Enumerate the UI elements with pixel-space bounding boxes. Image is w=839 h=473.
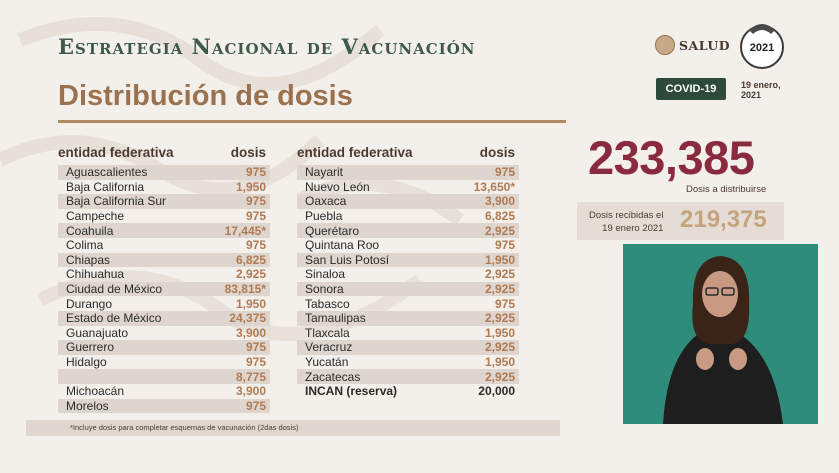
- doses-value: 8,775: [235, 369, 266, 384]
- doses-value: 17,445*: [224, 223, 266, 238]
- table-rows: [297, 165, 519, 399]
- doses-value: 83,815*: [224, 282, 266, 297]
- doses-value: 975: [245, 238, 266, 253]
- doses-value: 1,950: [235, 296, 266, 311]
- doses-value: 3,900: [235, 384, 266, 399]
- entity-name: Baja California: [66, 179, 145, 194]
- total-doses-label: Dosis a distribuirse: [686, 184, 767, 195]
- doses-value: 975: [245, 209, 266, 224]
- entity-name: Sonora: [305, 282, 344, 297]
- footnote: *Incluye dosis para completar esquemas de vacunación (2das dosis): [26, 420, 560, 436]
- table-rows: [58, 165, 270, 413]
- year-logo-text: 2021: [749, 42, 775, 54]
- received-label-line-2: 19 enero 2021: [602, 223, 664, 234]
- interpreter-figure: [623, 244, 818, 424]
- doses-value: 1,950: [235, 179, 266, 194]
- doses-value: 6,825: [235, 252, 266, 267]
- doses-value: 2,925: [484, 340, 515, 355]
- doses-value: 1,950: [484, 252, 515, 267]
- year-2021-logo: [739, 20, 785, 70]
- table-row: [297, 209, 519, 224]
- doses-value: 975: [494, 165, 515, 180]
- column-header-entity: entidad federativa: [297, 145, 413, 160]
- doses-value: 2,925: [484, 311, 515, 326]
- table-row: [58, 194, 270, 209]
- entity-name: Tabasco: [305, 296, 350, 311]
- table-row: [297, 355, 519, 370]
- doses-value: 6,825: [484, 209, 515, 224]
- date-line-2: 2021: [741, 90, 762, 100]
- entity-name: San Luis Potosí: [305, 252, 390, 267]
- entity-name: Ciudad de México: [66, 282, 163, 297]
- entity-name: Nayarit: [305, 165, 344, 180]
- entity-name: Quintana Roo: [305, 238, 380, 253]
- entity-name: Estado de México: [66, 311, 162, 326]
- doses-value: 975: [245, 165, 266, 180]
- total-doses: 233,385: [588, 131, 755, 184]
- doses-value: 975: [245, 340, 266, 355]
- entity-name: Michoacán: [66, 384, 125, 399]
- doses-value: 975: [245, 194, 266, 209]
- entity-name: Puebla: [305, 209, 343, 224]
- table-row: [58, 282, 270, 297]
- table-row: [297, 326, 519, 341]
- table-row: [297, 238, 519, 253]
- column-header-doses: dosis: [479, 145, 515, 160]
- date-line-1: 19 enero,: [741, 80, 781, 90]
- table-header: [297, 145, 519, 163]
- table-row: [58, 223, 270, 238]
- entity-name: Baja California Sur: [66, 194, 167, 209]
- date-label: [741, 80, 781, 100]
- entity-name: Querétaro: [305, 223, 360, 238]
- received-label-line-1: Dosis recibidas el: [589, 210, 664, 221]
- entity-name: Morelos: [66, 398, 109, 413]
- doses-value: 2,925: [484, 369, 515, 384]
- table-row: [297, 282, 519, 297]
- received-doses: 219,375: [680, 206, 767, 233]
- entity-name: Chiapas: [66, 252, 111, 267]
- entity-name: Oaxaca: [305, 194, 347, 209]
- entity-name: Nuevo León: [305, 179, 370, 194]
- table-row: [58, 267, 270, 282]
- doses-value: 975: [245, 398, 266, 413]
- title-divider: [58, 120, 566, 123]
- table-row: [58, 384, 270, 399]
- entity-name: INCAN (reserva): [305, 384, 398, 399]
- table-row: [297, 311, 519, 326]
- doses-value: 2,925: [235, 267, 266, 282]
- entity-name: Hidalgo: [66, 355, 107, 370]
- table-row: [297, 384, 519, 399]
- table-row: [297, 253, 519, 268]
- covid-badge: COVID-19: [656, 78, 726, 100]
- doses-value: 2,925: [484, 223, 515, 238]
- table-row: [297, 223, 519, 238]
- entity-name: Tlaxcala: [305, 325, 350, 340]
- doses-value: 975: [494, 296, 515, 311]
- distribution-table-left: [58, 145, 270, 413]
- table-header: [58, 145, 270, 163]
- table-row: [58, 180, 270, 195]
- doses-value: 3,900: [235, 325, 266, 340]
- page-subtitle: Distribución de dosis: [58, 80, 353, 112]
- doses-value: 975: [245, 355, 266, 370]
- table-row: [297, 194, 519, 209]
- table-row: [58, 238, 270, 253]
- entity-name: Aguascalientes: [66, 165, 148, 180]
- table-row: [58, 296, 270, 311]
- received-label: [589, 209, 663, 235]
- column-header-entity: entidad federativa: [58, 145, 174, 160]
- table-row: [58, 165, 270, 180]
- doses-value: 3,900: [484, 194, 515, 209]
- column-header-doses: dosis: [230, 145, 266, 160]
- table-row: [297, 340, 519, 355]
- entity-name: Sinaloa: [305, 267, 346, 282]
- entity-name: Yucatán: [305, 355, 349, 370]
- entity-name: Tamaulipas: [305, 311, 366, 326]
- table-row: [297, 165, 519, 180]
- table-row: [297, 369, 519, 384]
- entity-name: Campeche: [66, 209, 125, 224]
- table-row: [58, 253, 270, 268]
- entity-name: Zacatecas: [305, 369, 361, 384]
- table-row: [58, 209, 270, 224]
- doses-value: 13,650*: [473, 179, 515, 194]
- salud-logo: [655, 35, 730, 55]
- table-row: [58, 355, 270, 370]
- doses-value: 20,000: [478, 384, 515, 399]
- seal-icon: [655, 35, 675, 55]
- entity-name: Guanajuato: [66, 325, 129, 340]
- page-title: Estrategia Nacional de Vacunación: [58, 34, 476, 59]
- doses-value: 2,925: [484, 267, 515, 282]
- entity-name: Guerrero: [66, 340, 115, 355]
- doses-value: 1,950: [484, 355, 515, 370]
- table-row: [58, 369, 270, 384]
- salud-label: SALUD: [679, 37, 731, 53]
- interpreter-video: [623, 244, 818, 424]
- doses-value: 975: [494, 238, 515, 253]
- doses-value: 1,950: [484, 325, 515, 340]
- entity-name: Durango: [66, 296, 113, 311]
- table-row: [297, 296, 519, 311]
- entity-name: Veracruz: [305, 340, 353, 355]
- table-row: [58, 326, 270, 341]
- doses-value: 2,925: [484, 282, 515, 297]
- table-row: [58, 399, 270, 414]
- entity-name: Coahuila: [66, 223, 114, 238]
- table-row: [58, 340, 270, 355]
- distribution-table-right: [297, 145, 519, 399]
- table-row: [297, 180, 519, 195]
- entity-name: Chihuahua: [66, 267, 125, 282]
- table-row: [297, 267, 519, 282]
- doses-value: 24,375: [229, 311, 266, 326]
- table-row: [58, 311, 270, 326]
- entity-name: Colima: [66, 238, 104, 253]
